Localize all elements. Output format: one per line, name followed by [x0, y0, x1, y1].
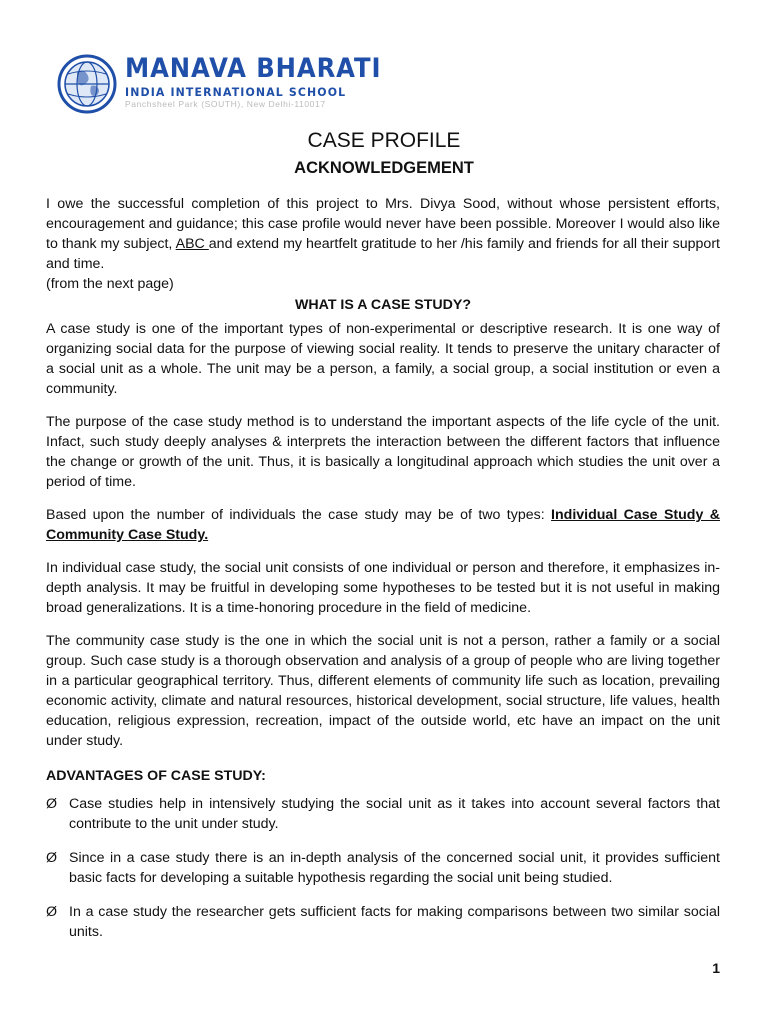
acknowledgement-text-after: and extend my heartfelt gratitude to her /his family and friends for all their support and time.	[46, 236, 720, 272]
acknowledgement-text-before: I owe the successful completion of this project to Mrs. Divya Sood, without whose persistent efforts, encouragement and guidance; this case profile would never have been possible. Moreover I would also like to thank my subject,	[46, 196, 720, 252]
bullet-arrow-icon: Ø	[46, 904, 58, 920]
document-body	[46, 194, 720, 942]
advantage-text: Since in a case study there is an in-depth analysis of the concerned social unit, it provides sufficient basic facts for developing a suitable hypothesis regarding the social unit being studied.	[69, 850, 720, 886]
section-heading-advantages: ADVANTAGES OF CASE STUDY:	[46, 768, 266, 784]
section-heading-what-is-case-study: WHAT IS A CASE STUDY?	[294, 297, 472, 313]
paragraph-purpose: The purpose of the case study method is to understand the important aspects of the life cycle of the unit. Infact, such study deeply analyses & interprets the interaction between the different factors that influence the change or growth of the unit. Thus, it is basically a longitudinal approach which studies the unit over a period of time.	[46, 414, 720, 490]
school-subname: INDIA INTERNATIONAL SCHOOL	[125, 85, 347, 99]
types-highlight: Individual Case Study & Community Case Study.	[46, 507, 720, 543]
subject-name: ABC	[175, 236, 209, 252]
school-logo	[57, 52, 382, 118]
advantage-item	[46, 794, 720, 834]
paragraph-definition: A case study is one of the important types of non-experimental or descriptive research. It is one way of organizing social data for the purpose of viewing social reality. It tends to preserve the unitary character of a social unit as a whole. The unit may be a person, a family, a social group, a social institution or even a community.	[46, 321, 720, 397]
page-number: 1	[712, 960, 720, 976]
acknowledgement-paragraph	[46, 194, 720, 274]
page-subtitle: ACKNOWLEDGEMENT	[294, 159, 474, 177]
bullet-arrow-icon: Ø	[46, 796, 58, 812]
globe-emblem-icon	[57, 54, 117, 114]
paragraph-community-case-study: The community case study is the one in which the social unit is not a person, rather a family or a social group. Such case study is a thorough observation and analysis of a group of people who are living together in a particular geographical territory. Thus, different elements of community life such as location, prevailing economic activity, climate and natural resources, historical development, social structure, life values, health education, religious expression, recreation, impact of the outside world, etc have an impact on the unit under study.	[46, 633, 720, 749]
page-title: CASE PROFILE	[307, 129, 461, 152]
school-address: Panchsheel Park (SOUTH), New Delhi-110017	[125, 99, 326, 109]
bullet-arrow-icon: Ø	[46, 850, 58, 866]
advantage-text: In a case study the researcher gets sufficient facts for making comparisons between two similar social units.	[69, 904, 720, 940]
acknowledgement-note: (from the next page)	[46, 276, 174, 292]
advantage-item	[46, 902, 720, 942]
advantage-text: Case studies help in intensively studying the social unit as it takes into account several factors that contribute to the unit under study.	[69, 796, 720, 832]
paragraph-types	[46, 505, 720, 545]
paragraph-individual-case-study: In individual case study, the social unit consists of one individual or person and therefore, it emphasizes in-depth analysis. It may be fruitful in developing some hypotheses to be tested but it is not useful in making broad generalizations. It is a time-honoring procedure in the field of medicine.	[46, 560, 720, 616]
types-text: Based upon the number of individuals the case study may be of two types:	[46, 507, 552, 523]
school-name: MANAVA BHARATI	[125, 53, 382, 84]
advantage-item	[46, 848, 720, 888]
